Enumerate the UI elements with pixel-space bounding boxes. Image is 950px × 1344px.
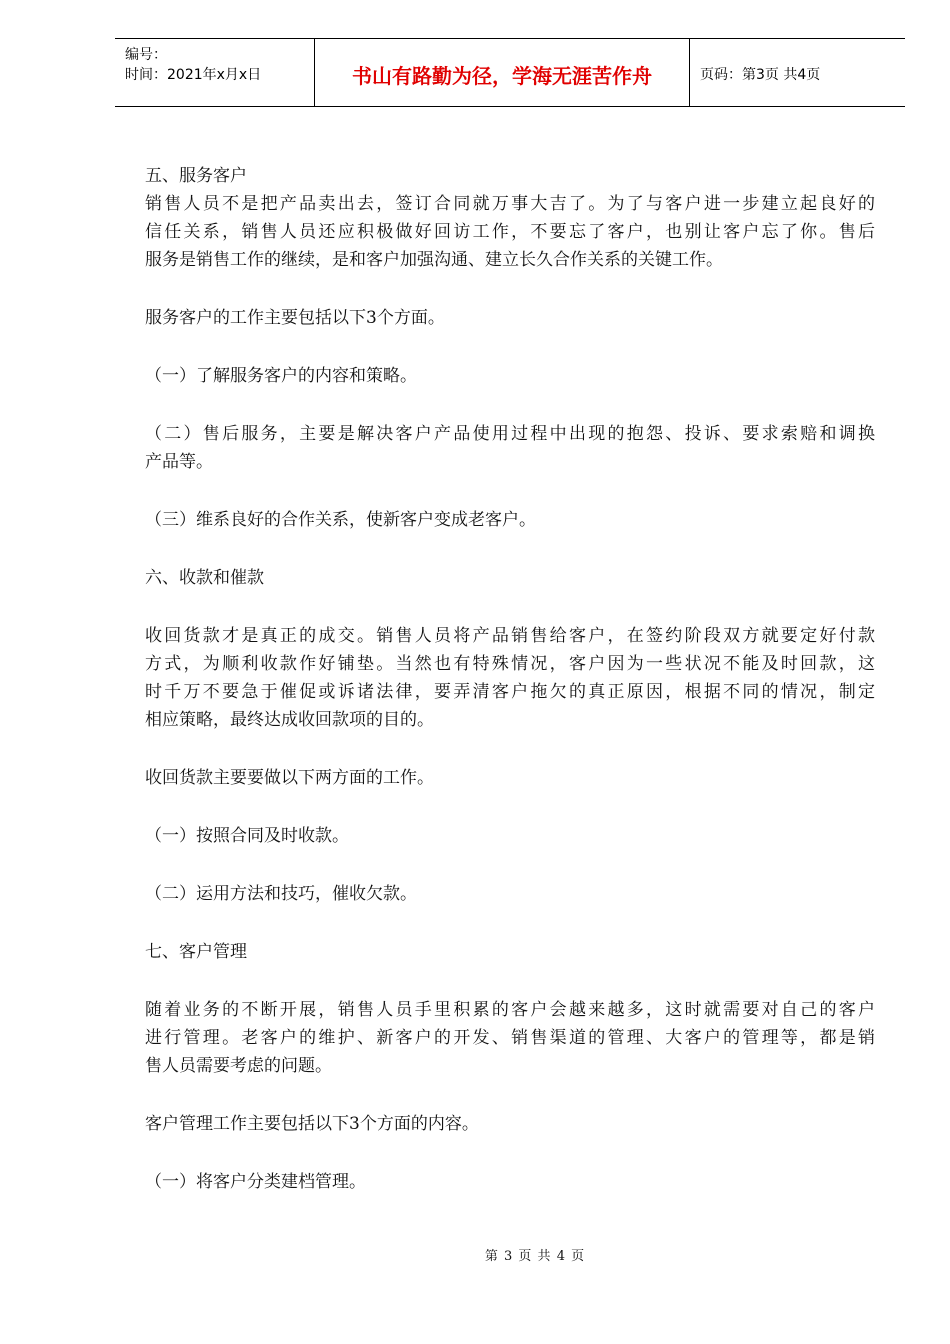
section-6 [145, 564, 875, 592]
paragraph-line: 服务客户的工作主要包括以下3个方面。 [145, 308, 445, 328]
paragraph [145, 304, 875, 332]
document-body [145, 162, 875, 1226]
paragraph-line: （一）按照合同及时收款。 [145, 826, 349, 846]
header-page-info: 页码：第3页 共4页 [700, 66, 821, 83]
list-item [145, 822, 875, 850]
list-item [145, 506, 875, 534]
section-title: 五、服务客户 [145, 166, 247, 186]
paragraph-line: 随着业务的不断开展，销售人员手里积累的客户会越来越多，这时就需要对自己的客户 [145, 1000, 875, 1020]
list-item [145, 362, 875, 390]
paragraph-line: 收回货款才是真正的成交。销售人员将产品销售给客户，在签约阶段双方就要定好付款 [145, 626, 875, 646]
header-meta [115, 39, 315, 106]
list-item [145, 1168, 875, 1196]
paragraph [145, 996, 875, 1080]
header-motto: 书山有路勤为径，学海无涯苦作舟 [315, 39, 690, 106]
paragraph-line: （一）将客户分类建档管理。 [145, 1172, 366, 1192]
section-title: 六、收款和催款 [145, 568, 264, 588]
paragraph-line: 进行管理。老客户的维护、新客户的开发、销售渠道的管理、大客户的管理等，都是销 [145, 1028, 875, 1048]
list-item [145, 880, 875, 908]
serial-number-label: 编号： [125, 47, 167, 63]
paragraph [145, 764, 875, 792]
list-item [145, 420, 875, 476]
paragraph-line: 服务是销售工作的继续，是和客户加强沟通、建立长久合作关系的关键工作。 [145, 250, 723, 270]
paragraph-line: 信任关系，销售人员还应积极做好回访工作，不要忘了客户，也别让客户忘了你。售后 [145, 222, 875, 242]
paragraph [145, 1110, 875, 1138]
paragraph [145, 622, 875, 734]
paragraph [145, 190, 875, 274]
paragraph-line: 售人员需要考虑的问题。 [145, 1056, 332, 1076]
time-label: 时间：2021年x月x日 [125, 67, 262, 83]
paragraph-line: 方式，为顺利收款作好铺垫。当然也有特殊情况，客户因为一些状况不能及时回款，这 [145, 654, 875, 674]
section-7 [145, 938, 875, 966]
section-5 [145, 162, 875, 190]
paragraph-line: 相应策略，最终达成收回款项的目的。 [145, 710, 434, 730]
paragraph-line: （二）运用方法和技巧，催收欠款。 [145, 884, 417, 904]
paragraph-line: （三）维系良好的合作关系，使新客户变成老客户。 [145, 510, 536, 530]
paragraph-line: 销售人员不是把产品卖出去，签订合同就万事大吉了。为了与客户进一步建立起良好的 [145, 194, 875, 214]
paragraph-line: （二）售后服务，主要是解决客户产品使用过程中出现的抱怨、投诉、要求索赔和调换 [145, 424, 875, 444]
page-footer: 第 3 页 共 4 页 [484, 1249, 586, 1264]
paragraph-line: 时千万不要急于催促或诉诸法律，要弄清客户拖欠的真正原因，根据不同的情况，制定 [145, 682, 875, 702]
paragraph-line: （一）了解服务客户的内容和策略。 [145, 366, 417, 386]
paragraph-line: 收回货款主要要做以下两方面的工作。 [145, 768, 434, 788]
paragraph-line: 产品等。 [145, 452, 213, 472]
page-header [115, 38, 905, 107]
section-title: 七、客户管理 [145, 942, 247, 962]
paragraph-line: 客户管理工作主要包括以下3个方面的内容。 [145, 1114, 479, 1134]
